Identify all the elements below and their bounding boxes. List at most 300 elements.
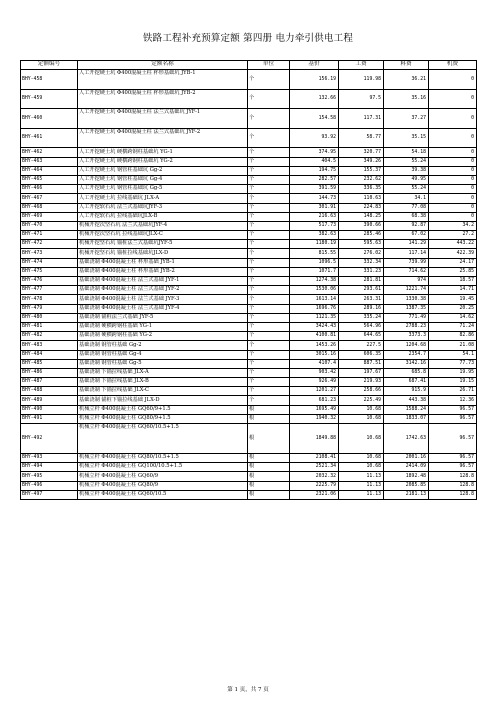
- row-unit: 个: [248, 277, 290, 286]
- table-row: [21, 267, 477, 276]
- row-base-price: 93.92: [290, 128, 339, 148]
- row-unit: 根: [248, 490, 290, 499]
- row-unit: 个: [248, 322, 290, 331]
- row-labor-cost: 336.35: [339, 185, 384, 194]
- table-row: [21, 109, 477, 129]
- row-name: 机械开挖次坚石坑 拉线基础坑JLX-C: [78, 231, 248, 240]
- row-name: 机械立杆 Φ400混凝土柱 GQ60/9: [78, 472, 248, 481]
- row-material-cost: 2085.85: [384, 481, 429, 490]
- row-code: BHY-468: [21, 203, 78, 212]
- row-name: 基础浇制 下锚拉线基础 JLX-A: [78, 368, 248, 377]
- row-material-cost: 1221.74: [384, 286, 429, 295]
- row-labor-cost: 225.49: [339, 396, 384, 405]
- table-row: [21, 472, 477, 481]
- row-name: 人工开挖硬土坑 钢管柱基础坑 Gg-4: [78, 175, 248, 184]
- page-footer: 第 1 页，共 7 页: [227, 687, 269, 693]
- row-labor-cost: 331.23: [339, 267, 384, 276]
- row-material-cost: 35.16: [384, 89, 429, 109]
- row-material-cost: 35.15: [384, 128, 429, 148]
- table-row: [21, 128, 477, 148]
- column-header-labor-cost: 工费: [339, 61, 384, 70]
- row-base-price: 404.5: [290, 157, 339, 166]
- row-labor-cost: 281.81: [339, 277, 384, 286]
- row-material-cost: 1833.07: [384, 414, 429, 423]
- row-material-cost: 2414.09: [384, 463, 429, 472]
- row-unit: 个: [248, 194, 290, 203]
- table-header-row: [21, 61, 477, 70]
- row-code: BHY-476: [21, 277, 78, 286]
- row-base-price: 815.55: [290, 249, 339, 258]
- row-material-cost: 714.62: [384, 267, 429, 276]
- row-base-price: 517.73: [290, 221, 339, 230]
- row-machine-cost: 14.62: [429, 313, 477, 322]
- row-name: 机械立杆 Φ400混凝土柱 GQ60/9+1.5: [78, 405, 248, 414]
- document-title: 铁路工程补充预算定额 第四册 电力牵引供电工程: [142, 33, 354, 44]
- row-material-cost: 3142.16: [384, 359, 429, 368]
- row-unit: 个: [248, 295, 290, 304]
- row-machine-cost: 25.85: [429, 267, 477, 276]
- row-labor-cost: 263.31: [339, 295, 384, 304]
- row-material-cost: 2788.23: [384, 322, 429, 331]
- row-name: 人工开挖硬土坑 Φ400混凝土柱 法兰式基础坑 JYF-1: [78, 109, 248, 129]
- row-name: 基础浇制 锚桩下锚拉线基础 JLX-D: [78, 396, 248, 405]
- row-machine-cost: 12.36: [429, 396, 477, 405]
- table-row: [21, 148, 477, 157]
- row-labor-cost: 148.25: [339, 212, 384, 221]
- column-header-unit: 单位: [248, 61, 290, 70]
- row-labor-cost: 10.68: [339, 414, 384, 423]
- row-labor-cost: 887.51: [339, 359, 384, 368]
- row-name: 基础浇制 Φ400混凝土柱 法兰式基础 JYF-2: [78, 286, 248, 295]
- row-base-price: 681.23: [290, 396, 339, 405]
- column-header-material-cost: 料费: [384, 61, 429, 70]
- row-material-cost: 36.21: [384, 70, 429, 90]
- row-code: BHY-482: [21, 332, 78, 341]
- row-machine-cost: 18.57: [429, 277, 477, 286]
- row-name: 基础浇制 Φ400混凝土柱 杯形基础 JYB-1: [78, 258, 248, 267]
- row-machine-cost: 443.22: [429, 240, 477, 249]
- row-base-price: 1453.26: [290, 341, 339, 350]
- row-machine-cost: 96.57: [429, 463, 477, 472]
- row-labor-cost: 110.63: [339, 194, 384, 203]
- row-name: 人工开挖硬土坑 Φ400混凝土柱 法兰式基础坑 JYF-2: [78, 128, 248, 148]
- row-material-cost: 67.02: [384, 231, 429, 240]
- row-unit: 个: [248, 359, 290, 368]
- row-base-price: 194.75: [290, 166, 339, 175]
- row-base-price: 301.91: [290, 203, 339, 212]
- row-material-cost: 685.8: [384, 368, 429, 377]
- row-unit: 个: [248, 313, 290, 322]
- row-name: 人工开挖软石坑 拉线基础坑JLX-B: [78, 212, 248, 221]
- row-unit: 个: [248, 267, 290, 276]
- table-row: [21, 277, 477, 286]
- row-code: BHY-491: [21, 414, 78, 423]
- table-row: [21, 157, 477, 166]
- row-name: 基础浇制 钢管柱基础 Gg-2: [78, 341, 248, 350]
- row-code: BHY-487: [21, 378, 78, 387]
- row-name: 基础浇制 钢管柱基础 Gg-5: [78, 359, 248, 368]
- row-machine-cost: 21.08: [429, 341, 477, 350]
- row-name: 机械立杆 Φ400混凝土柱 GQ80/10.5+1.5: [78, 454, 248, 463]
- row-name: 基础浇制 锚桩法兰式基础 JYF-5: [78, 313, 248, 322]
- row-name: 基础浇制 下锚拉线基础 JLX-B: [78, 378, 248, 387]
- row-labor-cost: 11.13: [339, 481, 384, 490]
- row-labor-cost: 155.37: [339, 166, 384, 175]
- row-material-cost: 39.38: [384, 166, 429, 175]
- row-unit: 个: [248, 396, 290, 405]
- row-material-cost: 55.24: [384, 157, 429, 166]
- table-row: [21, 359, 477, 368]
- row-code: BHY-497: [21, 490, 78, 499]
- row-code: BHY-458: [21, 70, 78, 90]
- table-row: [21, 387, 477, 396]
- row-material-cost: 443.38: [384, 396, 429, 405]
- row-unit: 个: [248, 341, 290, 350]
- row-name: 人工开挖软石坑 法兰式基础坑JYF-3: [78, 203, 248, 212]
- table-row: [21, 258, 477, 267]
- row-base-price: 1695.49: [290, 405, 339, 414]
- row-base-price: 3015.16: [290, 350, 339, 359]
- row-name: 人工开挖硬土坑 拉线基础坑 JLX-A: [78, 194, 248, 203]
- row-labor-cost: 564.96: [339, 322, 384, 331]
- row-code: BHY-466: [21, 185, 78, 194]
- row-name: 基础浇制 硬横跨钢柱基础 YG-2: [78, 332, 248, 341]
- row-base-price: 156.19: [290, 70, 339, 90]
- row-unit: 个: [248, 89, 290, 109]
- table-row: [21, 368, 477, 377]
- row-unit: 根: [248, 472, 290, 481]
- row-machine-cost: 77.73: [429, 359, 477, 368]
- row-base-price: 1180.19: [290, 240, 339, 249]
- row-name: 基础浇制 Φ400混凝土柱 法兰式基础 JYF-1: [78, 277, 248, 286]
- row-base-price: 154.58: [290, 109, 339, 129]
- row-base-price: 1121.35: [290, 313, 339, 322]
- row-base-price: 374.95: [290, 148, 339, 157]
- row-labor-cost: 219.93: [339, 378, 384, 387]
- row-base-price: 1096.5: [290, 258, 339, 267]
- row-base-price: 144.73: [290, 194, 339, 203]
- row-name: 机械立杆 Φ400混凝土柱 GQ60/10.5+1.5: [78, 424, 248, 454]
- table-row: [21, 194, 477, 203]
- row-unit: 个: [248, 332, 290, 341]
- row-material-cost: 1588.24: [384, 405, 429, 414]
- row-base-price: 4100.81: [290, 332, 339, 341]
- row-machine-cost: 71.24: [429, 322, 477, 331]
- row-labor-cost: 11.13: [339, 490, 384, 499]
- row-name: 人工开挖硬土坑 钢管柱基础坑 Gg-5: [78, 185, 248, 194]
- row-labor-cost: 11.13: [339, 472, 384, 481]
- row-name: 基础浇制 硬横跨钢柱基础 YG-1: [78, 322, 248, 331]
- row-material-cost: 49.95: [384, 175, 429, 184]
- row-base-price: 1696.76: [290, 304, 339, 313]
- row-unit: 个: [248, 203, 290, 212]
- row-material-cost: 1330.38: [384, 295, 429, 304]
- table-row: [21, 286, 477, 295]
- row-code: BHY-479: [21, 304, 78, 313]
- table-row: [21, 185, 477, 194]
- row-labor-cost: 606.35: [339, 350, 384, 359]
- row-code: BHY-483: [21, 341, 78, 350]
- row-name: 基础浇制 Φ400混凝土柱 法兰式基础 JYF-4: [78, 304, 248, 313]
- row-material-cost: 2354.7: [384, 350, 429, 359]
- row-labor-cost: 644.65: [339, 332, 384, 341]
- row-machine-cost: 0: [429, 89, 477, 109]
- row-unit: 个: [248, 378, 290, 387]
- table-row: [21, 378, 477, 387]
- row-unit: 个: [248, 387, 290, 396]
- row-unit: 个: [248, 231, 290, 240]
- row-material-cost: 739.99: [384, 258, 429, 267]
- row-unit: 个: [248, 249, 290, 258]
- column-header-machine-cost: 机费: [429, 61, 477, 70]
- row-base-price: 4107.4: [290, 359, 339, 368]
- row-code: BHY-474: [21, 258, 78, 267]
- table-row: [21, 249, 477, 258]
- table-row: [21, 166, 477, 175]
- row-base-price: 1530.06: [290, 286, 339, 295]
- row-unit: 个: [248, 109, 290, 129]
- row-unit: 根: [248, 463, 290, 472]
- row-machine-cost: 0: [429, 157, 477, 166]
- row-machine-cost: 19.95: [429, 368, 477, 377]
- row-code: BHY-469: [21, 212, 78, 221]
- table-row: [21, 463, 477, 472]
- row-unit: 个: [248, 185, 290, 194]
- row-material-cost: 1742.63: [384, 424, 429, 454]
- row-labor-cost: 335.24: [339, 313, 384, 322]
- row-material-cost: 77.08: [384, 203, 429, 212]
- row-code: BHY-461: [21, 128, 78, 148]
- row-unit: 根: [248, 424, 290, 454]
- row-machine-cost: 0: [429, 203, 477, 212]
- row-material-cost: 3373.3: [384, 332, 429, 341]
- table-row: [21, 424, 477, 454]
- row-machine-cost: 0: [429, 175, 477, 184]
- row-name: 机械开挖坚石坑 锚桩法兰式基础坑JYF-5: [78, 240, 248, 249]
- row-name: 机械立杆 Φ400混凝土柱 GQ100/10.5+1.5: [78, 463, 248, 472]
- row-base-price: 216.63: [290, 212, 339, 221]
- row-machine-cost: 19.15: [429, 378, 477, 387]
- row-base-price: 2521.34: [290, 463, 339, 472]
- row-labor-cost: 595.63: [339, 240, 384, 249]
- row-code: BHY-464: [21, 166, 78, 175]
- row-material-cost: 141.29: [384, 240, 429, 249]
- row-machine-cost: 27.2: [429, 231, 477, 240]
- row-code: BHY-494: [21, 463, 78, 472]
- row-unit: 个: [248, 212, 290, 221]
- row-material-cost: 37.27: [384, 109, 429, 129]
- row-material-cost: 2001.16: [384, 454, 429, 463]
- table-row: [21, 405, 477, 414]
- row-base-price: 1071.7: [290, 267, 339, 276]
- row-code: BHY-486: [21, 368, 78, 377]
- row-code: BHY-471: [21, 231, 78, 240]
- row-base-price: 391.59: [290, 185, 339, 194]
- row-material-cost: 68.38: [384, 212, 429, 221]
- row-code: BHY-462: [21, 148, 78, 157]
- table-row: [21, 212, 477, 221]
- row-material-cost: 687.41: [384, 378, 429, 387]
- row-material-cost: 915.9: [384, 387, 429, 396]
- row-code: BHY-478: [21, 295, 78, 304]
- column-header-name: 定额名称: [78, 61, 248, 70]
- table-row: [21, 175, 477, 184]
- row-machine-cost: 96.57: [429, 405, 477, 414]
- row-machine-cost: 96.57: [429, 424, 477, 454]
- row-code: BHY-460: [21, 109, 78, 129]
- table-row: [21, 89, 477, 109]
- row-unit: 个: [248, 157, 290, 166]
- row-machine-cost: 54.1: [429, 350, 477, 359]
- row-material-cost: 34.1: [384, 194, 429, 203]
- row-unit: 根: [248, 481, 290, 490]
- column-header-code: 定额编号: [21, 61, 78, 70]
- row-labor-cost: 10.68: [339, 463, 384, 472]
- table-row: [21, 221, 477, 230]
- row-labor-cost: 293.61: [339, 286, 384, 295]
- row-machine-cost: 0: [429, 194, 477, 203]
- table-row: [21, 70, 477, 90]
- row-material-cost: 1204.68: [384, 341, 429, 350]
- row-unit: 个: [248, 148, 290, 157]
- row-material-cost: 92.87: [384, 221, 429, 230]
- row-labor-cost: 276.02: [339, 249, 384, 258]
- row-base-price: 1274.38: [290, 277, 339, 286]
- row-code: BHY-493: [21, 454, 78, 463]
- row-material-cost: 974: [384, 277, 429, 286]
- row-unit: 个: [248, 221, 290, 230]
- row-name: 机械立杆 Φ400混凝土柱 GQ60/10.5: [78, 490, 248, 499]
- row-machine-cost: 128.8: [429, 472, 477, 481]
- row-code: BHY-495: [21, 472, 78, 481]
- row-labor-cost: 232.62: [339, 175, 384, 184]
- row-labor-cost: 224.83: [339, 203, 384, 212]
- row-machine-cost: 0: [429, 148, 477, 157]
- table-row: [21, 490, 477, 499]
- table-row: [21, 240, 477, 249]
- row-base-price: 132.66: [290, 89, 339, 109]
- row-name: 人工开挖硬土坑 钢管柱基础坑 Gg-2: [78, 166, 248, 175]
- row-machine-cost: 0: [429, 166, 477, 175]
- row-name: 人工开挖硬土坑 硬横跨钢柱基础坑 YG-2: [78, 157, 248, 166]
- row-base-price: 1613.14: [290, 295, 339, 304]
- row-base-price: 926.49: [290, 378, 339, 387]
- row-material-cost: 771.49: [384, 313, 429, 322]
- row-code: BHY-470: [21, 221, 78, 230]
- row-code: BHY-488: [21, 387, 78, 396]
- row-name: 基础浇制 Φ400混凝土柱 法兰式基础 JYF-3: [78, 295, 248, 304]
- row-labor-cost: 390.66: [339, 221, 384, 230]
- row-name: 机械立杆 Φ400混凝土柱 GQ80/9: [78, 481, 248, 490]
- table-row: [21, 203, 477, 212]
- row-machine-cost: 24.17: [429, 258, 477, 267]
- row-name: 人工开挖硬土坑 硬横跨钢柱基础坑 YG-1: [78, 148, 248, 157]
- row-code: BHY-481: [21, 322, 78, 331]
- column-header-base-price: 基价: [290, 61, 339, 70]
- table-row: [21, 350, 477, 359]
- table-row: [21, 304, 477, 313]
- row-code: BHY-467: [21, 194, 78, 203]
- row-material-cost: 54.18: [384, 148, 429, 157]
- row-base-price: 3424.43: [290, 322, 339, 331]
- row-machine-cost: 128.8: [429, 490, 477, 499]
- row-machine-cost: 19.45: [429, 295, 477, 304]
- row-code: BHY-475: [21, 267, 78, 276]
- row-code: BHY-459: [21, 89, 78, 109]
- row-labor-cost: 258.66: [339, 387, 384, 396]
- row-name: 机械立杆 Φ400混凝土柱 GQ80/9+1.5: [78, 414, 248, 423]
- row-machine-cost: 422.39: [429, 249, 477, 258]
- row-code: BHY-472: [21, 240, 78, 249]
- row-code: BHY-473: [21, 249, 78, 258]
- row-base-price: 1201.27: [290, 387, 339, 396]
- row-machine-cost: 0: [429, 70, 477, 90]
- row-machine-cost: 14.71: [429, 286, 477, 295]
- table-row: [21, 332, 477, 341]
- row-labor-cost: 97.5: [339, 89, 384, 109]
- row-name: 人工开挖硬土坑 Φ400混凝土柱 杯形基础坑 JYB-2: [78, 89, 248, 109]
- table-row: [21, 313, 477, 322]
- row-labor-cost: 117.31: [339, 109, 384, 129]
- table-row: [21, 231, 477, 240]
- row-material-cost: 117.14: [384, 249, 429, 258]
- table-row: [21, 414, 477, 423]
- row-labor-cost: 58.77: [339, 128, 384, 148]
- row-labor-cost: 285.46: [339, 231, 384, 240]
- table-row: [21, 295, 477, 304]
- row-code: BHY-496: [21, 481, 78, 490]
- table-row: [21, 454, 477, 463]
- row-machine-cost: 0: [429, 212, 477, 221]
- row-code: BHY-490: [21, 405, 78, 414]
- row-machine-cost: 128.8: [429, 481, 477, 490]
- row-base-price: 282.57: [290, 175, 339, 184]
- row-name: 机械开挖坚石坑 锚桩拉线基础坑JLX-D: [78, 249, 248, 258]
- row-code: BHY-492: [21, 424, 78, 454]
- row-machine-cost: 82.86: [429, 332, 477, 341]
- table-row: [21, 481, 477, 490]
- row-name: 基础浇制 Φ400混凝土柱 杯形基础 JYB-2: [78, 267, 248, 276]
- row-code: BHY-465: [21, 175, 78, 184]
- row-machine-cost: 0: [429, 185, 477, 194]
- row-code: BHY-477: [21, 286, 78, 295]
- row-base-price: 1849.88: [290, 424, 339, 454]
- row-labor-cost: 10.68: [339, 405, 384, 414]
- row-labor-cost: 320.77: [339, 148, 384, 157]
- row-unit: 根: [248, 454, 290, 463]
- row-unit: 根: [248, 405, 290, 414]
- row-machine-cost: 0: [429, 128, 477, 148]
- row-machine-cost: 0: [429, 109, 477, 129]
- row-labor-cost: 349.26: [339, 157, 384, 166]
- row-unit: 个: [248, 70, 290, 90]
- row-unit: 个: [248, 258, 290, 267]
- row-base-price: 2225.79: [290, 481, 339, 490]
- table-row: [21, 396, 477, 405]
- row-unit: 个: [248, 128, 290, 148]
- row-machine-cost: 20.25: [429, 304, 477, 313]
- row-name: 机械开挖次坚石坑 法兰式基础坑JYF-4: [78, 221, 248, 230]
- row-labor-cost: 10.68: [339, 454, 384, 463]
- row-material-cost: 55.24: [384, 185, 429, 194]
- row-machine-cost: 34.2: [429, 221, 477, 230]
- row-base-price: 2108.41: [290, 454, 339, 463]
- row-unit: 个: [248, 166, 290, 175]
- row-labor-cost: 227.5: [339, 341, 384, 350]
- table-row: [21, 341, 477, 350]
- row-base-price: 2032.32: [290, 472, 339, 481]
- row-base-price: 382.63: [290, 231, 339, 240]
